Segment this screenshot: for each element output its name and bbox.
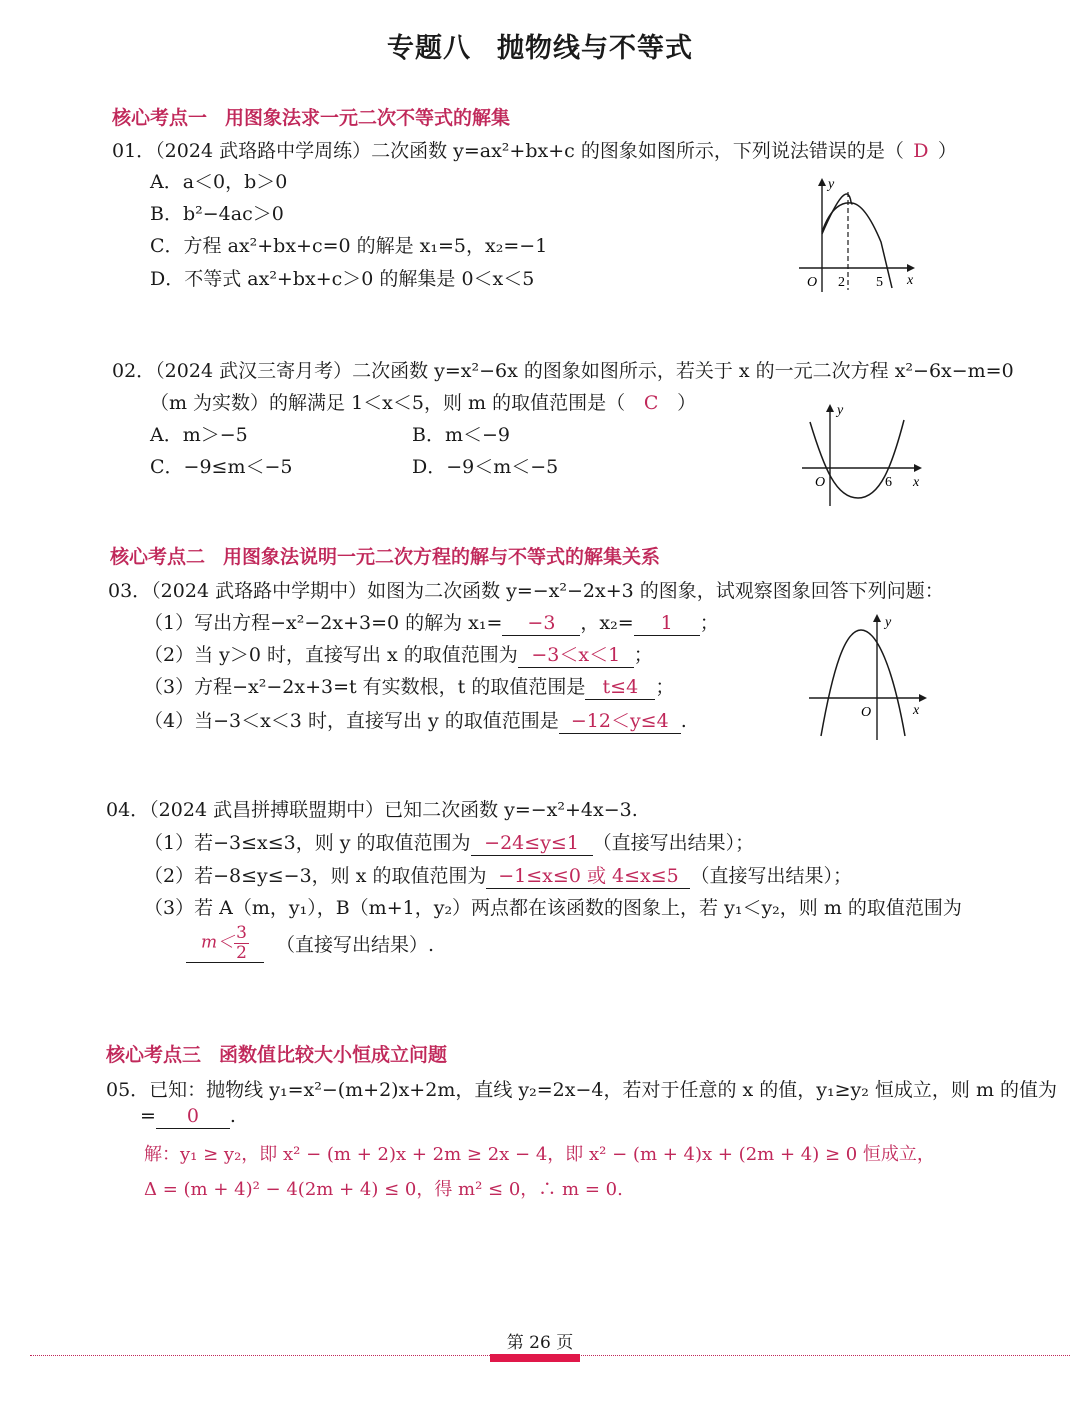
stem-text: = — [140, 1105, 156, 1127]
q3-parabola-curve — [821, 630, 905, 736]
part-text: （直接写出结果）. — [276, 933, 435, 956]
q2-option-d: D．−9＜m＜−5 — [412, 456, 559, 478]
section-label: 核心考点一 — [112, 107, 208, 129]
q2-option-a: A．m＞−5 — [150, 424, 248, 446]
answer-lhs: m＜ — [201, 932, 235, 953]
q3-part-2 — [144, 640, 653, 668]
option-b: B．b²−4ac＞0 — [150, 203, 284, 225]
part-text: （1）若−3≤x≤3，则 y 的取值范围为 — [144, 832, 471, 854]
q2-option-b: B．m＜−9 — [412, 424, 510, 446]
answer-range: t≤4 — [585, 677, 655, 700]
question-04-stem: 04．（2024 武昌拼搏联盟期中）已知二次函数 y=−x²+4x−3. — [106, 799, 638, 821]
q5-solution-line-2: Δ = (m + 4)² − 4(2m + 4) ≤ 0，得 m² ≤ 0，∴ m = 0. — [144, 1179, 623, 1200]
q4-part-3: （3）若 A（m，y₁），B（m+1，y₂）两点都在该函数的图象上，若 y₁＜y₂，则 m 的取值范围为 — [144, 897, 962, 919]
q2-parabola-graph — [798, 398, 928, 510]
q3-origin-label: O — [861, 705, 872, 720]
q2-y-axis — [826, 404, 834, 506]
answer-x2: 1 — [634, 613, 700, 636]
part-text: ； — [699, 612, 719, 634]
q1-tick-2: 2 — [838, 275, 845, 290]
q1-origin-label: O — [807, 275, 818, 290]
section-label: 核心考点三 — [106, 1044, 202, 1066]
q2-option-c: C．−9≤m＜−5 — [150, 456, 293, 478]
question-02-stem-2 — [150, 388, 696, 415]
part-text: ； — [633, 644, 653, 666]
q2-origin-label: O — [815, 475, 826, 490]
question-01-stem — [112, 136, 957, 163]
fraction-numerator: 3 — [236, 923, 247, 943]
q3-y-label: y — [885, 615, 892, 630]
q1-tick-5: 5 — [876, 275, 883, 290]
part-text: （3）方程−x²−2x+3=t 有实数根，t 的取值范围是 — [144, 676, 586, 698]
q3-y-axis — [873, 614, 881, 740]
section-heading-3 — [106, 1040, 447, 1067]
q4-part-2 — [144, 861, 852, 889]
q2-x-label: x — [913, 475, 920, 490]
part-text: （直接写出结果）； — [592, 832, 755, 854]
part-text: （4）当−3＜x＜3 时，直接写出 y 的取值范围是 — [144, 710, 559, 732]
question-03-stem: 03．（2024 武珞路中学期中）如图为二次函数 y=−x²−2x+3 的图象，试观察图象回答下列问题： — [108, 580, 944, 602]
stem-text: . — [229, 1105, 236, 1127]
option-d: D．不等式 ax²+bx+c＞0 的解集是 0＜x＜5 — [150, 268, 535, 290]
stem-close: ） — [677, 392, 697, 414]
section-heading-1 — [112, 103, 510, 130]
answer-choice: D — [913, 140, 929, 162]
q5-solution-line-1: 解：y₁ ≥ y₂，即 x² − (m + 2)x + 2m ≥ 2x − 4，即 x² − (m + 4)x + (2m + 4) ≥ 0 恒成立， — [144, 1144, 935, 1165]
option-a: A．a＜0，b＞0 — [150, 171, 288, 193]
answer-choice: C — [643, 392, 659, 414]
part-text: . — [680, 710, 687, 732]
answer-fraction — [234, 924, 249, 962]
stem-text: 01．（2024 武珞路中学周练）二次函数 y=ax²+bx+c 的图象如图所示，下列说法错误的是（ — [112, 140, 904, 162]
q3-x-axis — [809, 694, 927, 702]
answer-range — [186, 924, 264, 963]
q4-part-1 — [144, 828, 754, 856]
question-02-stem-1: 02．（2024 武汉三寄月考）二次函数 y=x²−6x 的图象如图所示，若关于 x 的一元二次方程 x²−6x−m=0 — [112, 360, 1014, 382]
fraction-denominator: 2 — [236, 942, 247, 963]
page-title — [0, 26, 1080, 65]
stem-text: （m 为实数）的解满足 1＜x＜5，则 m 的取值范围是（ — [150, 392, 626, 414]
section-heading-2 — [110, 542, 660, 569]
stem-close: ） — [937, 140, 957, 162]
answer-x1: −3 — [502, 613, 580, 636]
q4-part-3-answer-line — [186, 924, 434, 963]
q2-x-axis — [802, 464, 922, 472]
answer-range: −12＜y≤4 — [559, 711, 681, 734]
q3-x-label: x — [913, 703, 920, 718]
title-right: 抛物线与不等式 — [497, 33, 693, 64]
part-text: （2）当 y＞0 时，直接写出 x 的取值范围为 — [144, 644, 518, 666]
question-05-stem-1: 05．已知：抛物线 y₁=x²−(m+2)x+2m，直线 y₂=2x−4，若对于任意的 x 的值，y₁≥y₂ 恒成立，则 m 的值为 — [106, 1079, 1058, 1101]
part-text: ，x₂= — [580, 612, 634, 634]
question-05-stem-2 — [140, 1105, 236, 1129]
q1-x-label: x — [907, 273, 914, 288]
answer-range: −24≤y≤1 — [471, 833, 593, 856]
section-label: 核心考点二 — [110, 546, 206, 568]
q3-part-3 — [144, 672, 674, 700]
option-c: C．方程 ax²+bx+c=0 的解是 x₁=5，x₂=−1 — [150, 235, 548, 257]
q3-parabola-graph — [805, 608, 935, 743]
part-text: （直接写出结果）； — [690, 865, 852, 887]
q1-y-label: y — [828, 177, 835, 192]
part-text: （2）若−8≤y≤−3，则 x 的取值范围为 — [144, 865, 487, 887]
answer-range: −1≤x≤0 或 4≤x≤5 — [486, 866, 690, 889]
section-text: 用图象法说明一元二次方程的解与不等式的解集关系 — [223, 546, 661, 568]
q1-parabola-graph — [795, 172, 925, 297]
part-text: ； — [655, 676, 675, 698]
answer-value: 0 — [156, 1106, 230, 1129]
title-left: 专题八 — [387, 33, 471, 64]
q3-part-4 — [144, 706, 687, 734]
q2-y-label: y — [837, 403, 844, 418]
q3-part-1 — [144, 608, 719, 636]
page-number: 第 26 页 — [506, 1333, 574, 1353]
part-text: （1）写出方程−x²−2x+3=0 的解为 x₁= — [144, 612, 503, 634]
q1-x-axis — [799, 264, 915, 272]
q1-y-axis — [818, 178, 826, 292]
q2-tick-6: 6 — [885, 475, 892, 490]
answer-range: −3＜x＜1 — [518, 645, 634, 668]
section-text: 用图象法求一元二次不等式的解集 — [225, 107, 511, 129]
section-text: 函数值比较大小恒成立问题 — [219, 1044, 448, 1066]
footer-accent-bar — [490, 1354, 580, 1362]
